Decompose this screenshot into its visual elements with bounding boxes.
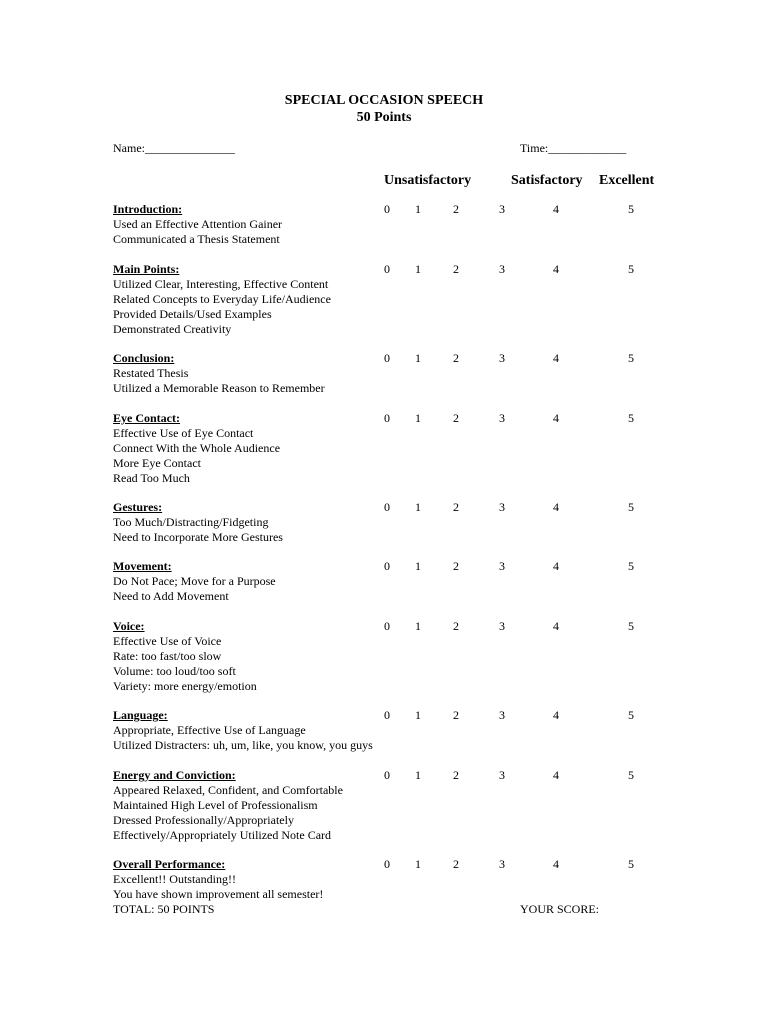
score-option-4[interactable]: 4 — [553, 500, 559, 514]
score-option-4[interactable]: 4 — [553, 559, 559, 573]
score-option-5[interactable]: 5 — [628, 351, 634, 365]
score-option-4[interactable]: 4 — [553, 202, 559, 216]
score-option-3[interactable]: 3 — [499, 559, 505, 573]
criterion-line: You have shown improvement all semester! — [113, 887, 324, 901]
score-option-2[interactable]: 2 — [453, 768, 459, 782]
score-option-2[interactable]: 2 — [453, 500, 459, 514]
rubric-section — [113, 857, 733, 902]
rubric-section — [113, 411, 733, 486]
rubric-section — [113, 619, 733, 694]
section-title: Conclusion: — [113, 351, 175, 365]
score-option-1[interactable]: 1 — [415, 262, 421, 276]
points-subtitle: 50 Points — [356, 110, 412, 125]
score-option-2[interactable]: 2 — [453, 559, 459, 573]
score-option-5[interactable]: 5 — [628, 262, 634, 276]
criterion-line: Variety: more energy/emotion — [113, 679, 257, 693]
score-option-1[interactable]: 1 — [415, 559, 421, 573]
score-option-1[interactable]: 1 — [415, 202, 421, 216]
criterion-line: Need to Incorporate More Gestures — [113, 530, 283, 544]
score-option-2[interactable]: 2 — [453, 619, 459, 633]
rubric-section — [113, 559, 733, 604]
header-excellent: Excellent — [599, 173, 655, 188]
criterion-line: Utilized Clear, Interesting, Effective Content — [113, 277, 329, 291]
criterion-line: Appeared Relaxed, Confident, and Comfortable — [113, 783, 343, 797]
criterion-line: Dressed Professionally/Appropriately — [113, 813, 294, 827]
section-title: Voice: — [113, 619, 145, 633]
score-option-0[interactable]: 0 — [384, 262, 390, 276]
score-option-2[interactable]: 2 — [453, 262, 459, 276]
criterion-line: Do Not Pace; Move for a Purpose — [113, 574, 276, 588]
criterion-line: Related Concepts to Everyday Life/Audience — [113, 292, 331, 306]
score-option-3[interactable]: 3 — [499, 202, 505, 216]
score-option-1[interactable]: 1 — [415, 857, 421, 871]
score-option-1[interactable]: 1 — [415, 500, 421, 514]
criterion-line: Utilized a Memorable Reason to Remember — [113, 381, 325, 395]
criterion-line: Communicated a Thesis Statement — [113, 232, 280, 246]
score-option-3[interactable]: 3 — [499, 708, 505, 722]
score-option-1[interactable]: 1 — [415, 411, 421, 425]
score-option-0[interactable]: 0 — [384, 202, 390, 216]
section-title: Eye Contact: — [113, 411, 180, 425]
criterion-line: Used an Effective Attention Gainer — [113, 217, 283, 231]
score-option-5[interactable]: 5 — [628, 768, 634, 782]
score-option-5[interactable]: 5 — [628, 708, 634, 722]
section-title: Main Points: — [113, 262, 180, 276]
rubric-section — [113, 768, 733, 843]
criterion-line: Excellent!! Outstanding!! — [113, 872, 236, 886]
score-option-1[interactable]: 1 — [415, 619, 421, 633]
criterion-line: Restated Thesis — [113, 366, 189, 380]
score-option-4[interactable]: 4 — [553, 619, 559, 633]
criterion-line: Read Too Much — [113, 471, 190, 485]
score-option-0[interactable]: 0 — [384, 351, 390, 365]
section-title: Movement: — [113, 559, 172, 573]
score-option-0[interactable]: 0 — [384, 500, 390, 514]
score-option-0[interactable]: 0 — [384, 857, 390, 871]
rubric-section — [113, 262, 733, 337]
score-option-4[interactable]: 4 — [553, 411, 559, 425]
criterion-line: Effectively/Appropriately Utilized Note Card — [113, 828, 332, 842]
rubric-section — [113, 708, 733, 753]
header-unsatisfactory: Unsatisfactory — [384, 173, 472, 188]
criterion-line: Need to Add Movement — [113, 589, 229, 603]
score-option-1[interactable]: 1 — [415, 351, 421, 365]
rubric-section — [113, 202, 733, 247]
section-title: Gestures: — [113, 500, 163, 514]
page-title: SPECIAL OCCASION SPEECH — [284, 93, 484, 108]
section-title: Energy and Conviction: — [113, 768, 236, 782]
score-option-1[interactable]: 1 — [415, 708, 421, 722]
score-option-3[interactable]: 3 — [499, 768, 505, 782]
header-satisfactory: Satisfactory — [511, 173, 583, 188]
score-option-0[interactable]: 0 — [384, 768, 390, 782]
score-option-5[interactable]: 5 — [628, 619, 634, 633]
criterion-line: Connect With the Whole Audience — [113, 441, 281, 455]
criterion-line: Effective Use of Voice — [113, 634, 222, 648]
score-option-4[interactable]: 4 — [553, 768, 559, 782]
score-option-3[interactable]: 3 — [499, 857, 505, 871]
criterion-line: Too Much/Distracting/Fidgeting — [113, 515, 269, 529]
criterion-line: Demonstrated Creativity — [113, 322, 232, 336]
score-option-3[interactable]: 3 — [499, 262, 505, 276]
score-option-4[interactable]: 4 — [553, 857, 559, 871]
score-option-5[interactable]: 5 — [628, 559, 634, 573]
score-option-2[interactable]: 2 — [453, 857, 459, 871]
criterion-line: Effective Use of Eye Contact — [113, 426, 254, 440]
rubric-section — [113, 500, 733, 545]
your-score-label: YOUR SCORE: — [520, 902, 600, 916]
score-option-3[interactable]: 3 — [499, 500, 505, 514]
score-option-3[interactable]: 3 — [499, 411, 505, 425]
score-option-0[interactable]: 0 — [384, 411, 390, 425]
criterion-line: Provided Details/Used Examples — [113, 307, 272, 321]
section-title: Overall Performance: — [113, 857, 226, 871]
criterion-line: Appropriate, Effective Use of Language — [113, 723, 306, 737]
score-option-5[interactable]: 5 — [628, 500, 634, 514]
score-option-2[interactable]: 2 — [453, 708, 459, 722]
name-field[interactable]: Name:_______________ — [113, 141, 235, 155]
rubric-section — [113, 351, 733, 396]
score-option-2[interactable]: 2 — [453, 202, 459, 216]
criterion-line: Utilized Distracters: uh, um, like, you know, you guys — [113, 738, 373, 752]
score-option-0[interactable]: 0 — [384, 619, 390, 633]
score-option-4[interactable]: 4 — [553, 708, 559, 722]
criterion-line: Volume: too loud/too soft — [113, 664, 236, 678]
score-option-5[interactable]: 5 — [628, 411, 634, 425]
score-option-3[interactable]: 3 — [499, 619, 505, 633]
section-title: Language: — [113, 708, 168, 722]
score-option-0[interactable]: 0 — [384, 708, 390, 722]
criterion-line: Maintained High Level of Professionalism — [113, 798, 318, 812]
total-points: TOTAL: 50 POINTS — [113, 902, 215, 916]
time-field[interactable]: Time:_____________ — [520, 141, 627, 155]
score-option-5[interactable]: 5 — [628, 202, 634, 216]
section-title: Introduction: — [113, 202, 183, 216]
score-option-5[interactable]: 5 — [628, 857, 634, 871]
score-option-3[interactable]: 3 — [499, 351, 505, 365]
score-option-2[interactable]: 2 — [453, 411, 459, 425]
score-option-4[interactable]: 4 — [553, 262, 559, 276]
score-option-1[interactable]: 1 — [415, 768, 421, 782]
score-option-4[interactable]: 4 — [553, 351, 559, 365]
criterion-line: More Eye Contact — [113, 456, 201, 470]
score-option-0[interactable]: 0 — [384, 559, 390, 573]
criterion-line: Rate: too fast/too slow — [113, 649, 222, 663]
score-option-2[interactable]: 2 — [453, 351, 459, 365]
